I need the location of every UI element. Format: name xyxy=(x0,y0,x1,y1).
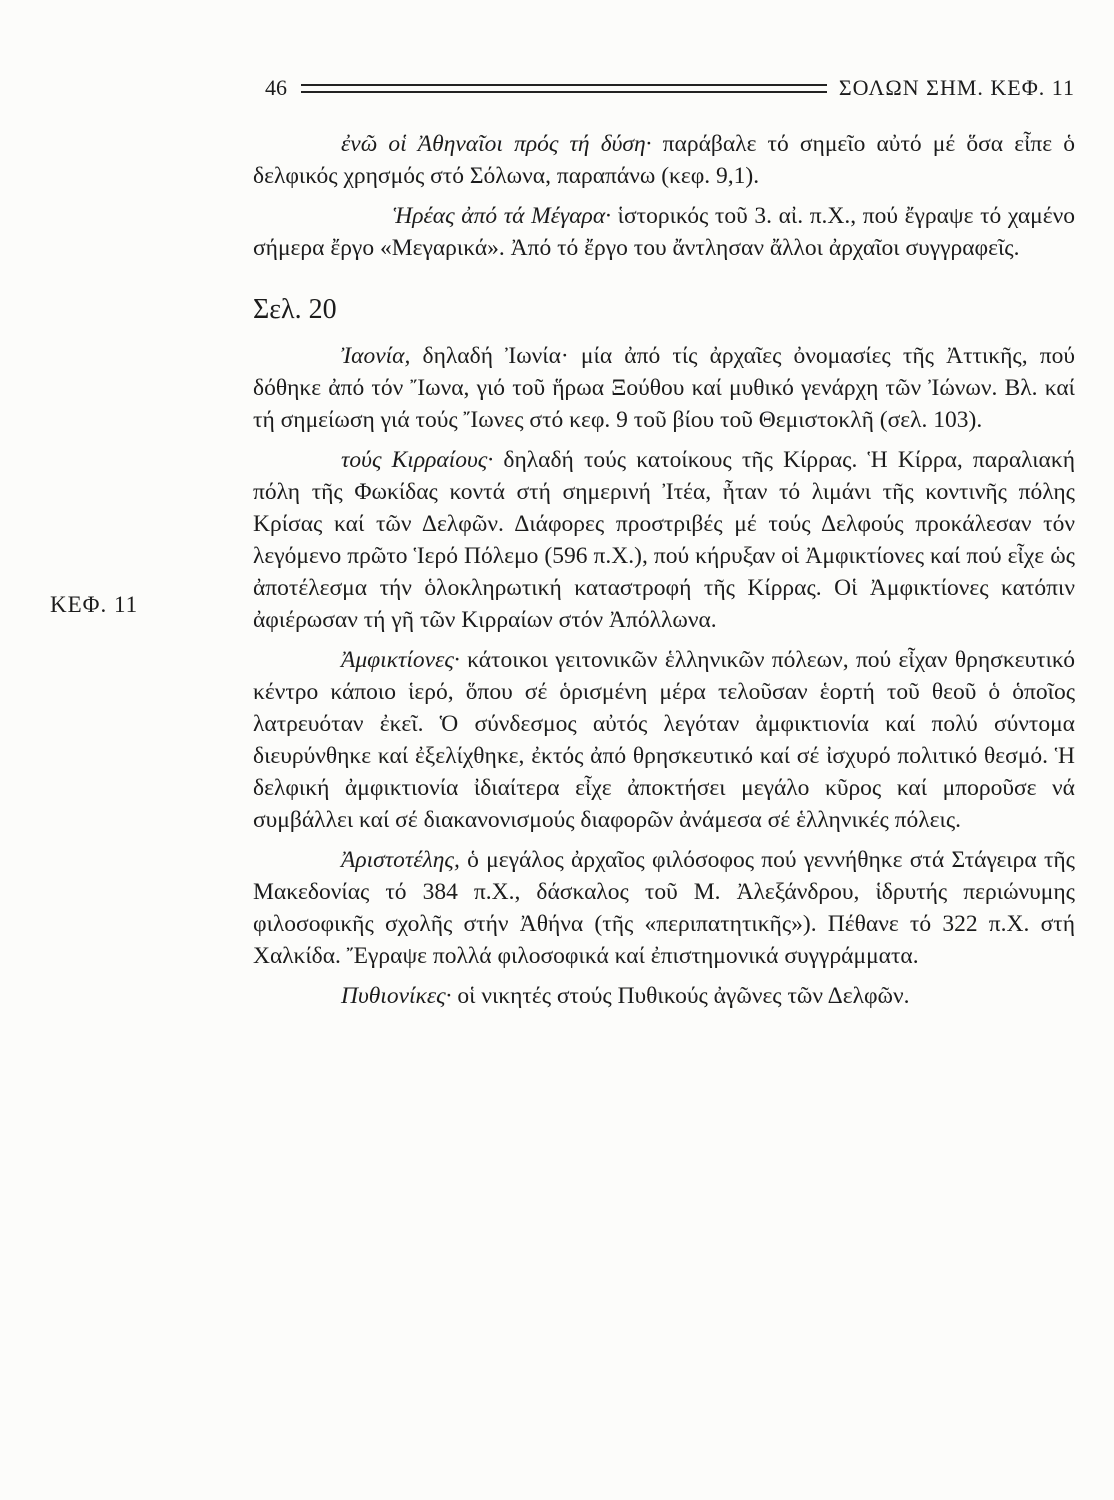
note-entry xyxy=(253,340,1075,436)
note-text: οἱ νικητές στούς Πυθικούς ἀγῶνες τῶν Δελφῶν. xyxy=(451,983,910,1009)
note-entry xyxy=(253,644,1075,836)
note-term: ἐνῶ οἱ Ἀθηναῖοι πρός τή δύση· xyxy=(341,131,652,157)
note-text: δηλαδή τούς κατοίκους τῆς Κίρρας. Ἡ Κίρρα, παραλιακή πόλη τῆς Φωκίδας κοντά στή σημερινή Ἰτέα, ἦταν τό λιμάνι τῆς κοντινῆς πόλης Κρίσας καί τῶν Δελφῶν. Διάφορες προστριβές μέ τούς Δελφούς προκάλεσαν τόν λεγόμενο πρῶτο Ἱερό Πόλεμο (596 π.Χ.), πού κήρυξαν οἱ Ἀμφικτίονες καί πού εἶχε ὡς ἀποτέλεσμα τήν ὁλοκληρωτική καταστροφή τῆς Κίρρας. Οἱ Ἀμφικτίονες κατόπιν ἀφιέρωσαν τή γῆ τῶν Κιρραίων στόν Ἀπόλλωνα. xyxy=(253,447,1076,633)
note-term: Ἀμφικτίονες· xyxy=(341,647,460,673)
note-term: Ἡρέας ἀπό τά Μέγαρα· xyxy=(393,203,612,229)
page-header xyxy=(265,70,1075,106)
header-rule xyxy=(301,84,827,93)
section-heading: Σελ. 20 xyxy=(253,294,337,325)
note-term: Ἰαονία, xyxy=(341,343,411,369)
note-entry xyxy=(253,128,1075,192)
note-term: Ἀριστοτέλης, xyxy=(341,847,460,873)
running-title: ΣΟΛΩΝ ΣΗΜ. ΚΕΦ. 11 xyxy=(838,75,1075,100)
note-entry xyxy=(253,980,1075,1012)
note-text: ἱστορικός τοῦ 3. αἰ. π.Χ., πού ἔγραψε τό χαμένο σήμερα ἔργο «Μεγαρικά». Ἀπό τό ἔργο του ἄντλησαν ἄλλοι ἀρχαῖοι συγγραφεῖς. xyxy=(253,203,1075,261)
margin-chapter-note: ΚΕΦ. 11 xyxy=(50,592,139,617)
note-entry xyxy=(253,200,1075,264)
note-text: δηλαδή Ἰωνία· μία ἀπό τίς ἀρχαῖες ὀνομασίες τῆς Ἀττικῆς, πού δόθηκε ἀπό τόν Ἴωνα, γιό τοῦ ἥρωα Ξούθου καί μυθικό γενάρχη τῶν Ἰώνων. Βλ. καί τή σημείωση γιά τούς Ἴωνες στό κεφ. 9 τοῦ βίου τοῦ Θεμιστοκλῆ (σελ. 103). xyxy=(253,343,1075,433)
note-term: τούς Κιρραίους· xyxy=(341,447,494,473)
note-term: Πυθιονίκες· xyxy=(341,983,452,1009)
note-text: κάτοικοι γειτονικῶν ἑλληνικῶν πόλεων, πού εἶχαν θρησκευτικό κέντρο κάποιο ἱερό, ὅπου σέ ὁρισμένη μέρα τελοῦσαν ἑορτή τοῦ θεοῦ ὁ ὁποῖος λατρευόταν ἐκεῖ. Ὁ σύνδεσμος αὐτός λεγόταν ἀμφικτιονία καί πολύ σύντομα διευρύνθηκε καί ἐξελίχθηκε, ἐκτός ἀπό θρησκευτικό καί σέ ἰσχυρό πολιτικό θεσμό. Ἡ δελφική ἀμφικτιονία ἰδιαίτερα εἶχε ἀποκτήσει μεγάλο κῦρος καί μποροῦσε νά συμβάλλει καί σέ διακανονισμούς διαφορῶν ἀνάμεσα σέ ἑλληνικές πόλεις. xyxy=(253,647,1075,833)
note-text: παράβαλε τό σημεῖο αὐτό μέ ὅσα εἶπε ὁ δελφικός χρησμός στό Σόλωνα, παραπάνω (κεφ. 9,1). xyxy=(253,131,1076,189)
notes-body xyxy=(253,128,1075,1020)
note-entry xyxy=(253,844,1075,972)
note-entry xyxy=(253,444,1075,636)
page-number: 46 xyxy=(265,75,287,100)
note-text: ὁ μεγάλος ἀρχαῖος φιλόσοφος πού γεννήθηκε στά Στάγειρα τῆς Μακεδονίας τό 384 π.Χ., δάσκαλος τοῦ Μ. Ἀλεξάνδρου, ἱδρυτής περιώνυμης φιλοσοφικῆς σχολῆς στήν Ἀθήνα (τῆς «περιπατητικῆς»). Πέθανε τό 322 π.Χ. στή Χαλκίδα. Ἔγραψε πολλά φιλοσοφικά καί ἐπιστημονικά συγγράμματα. xyxy=(253,847,1075,969)
